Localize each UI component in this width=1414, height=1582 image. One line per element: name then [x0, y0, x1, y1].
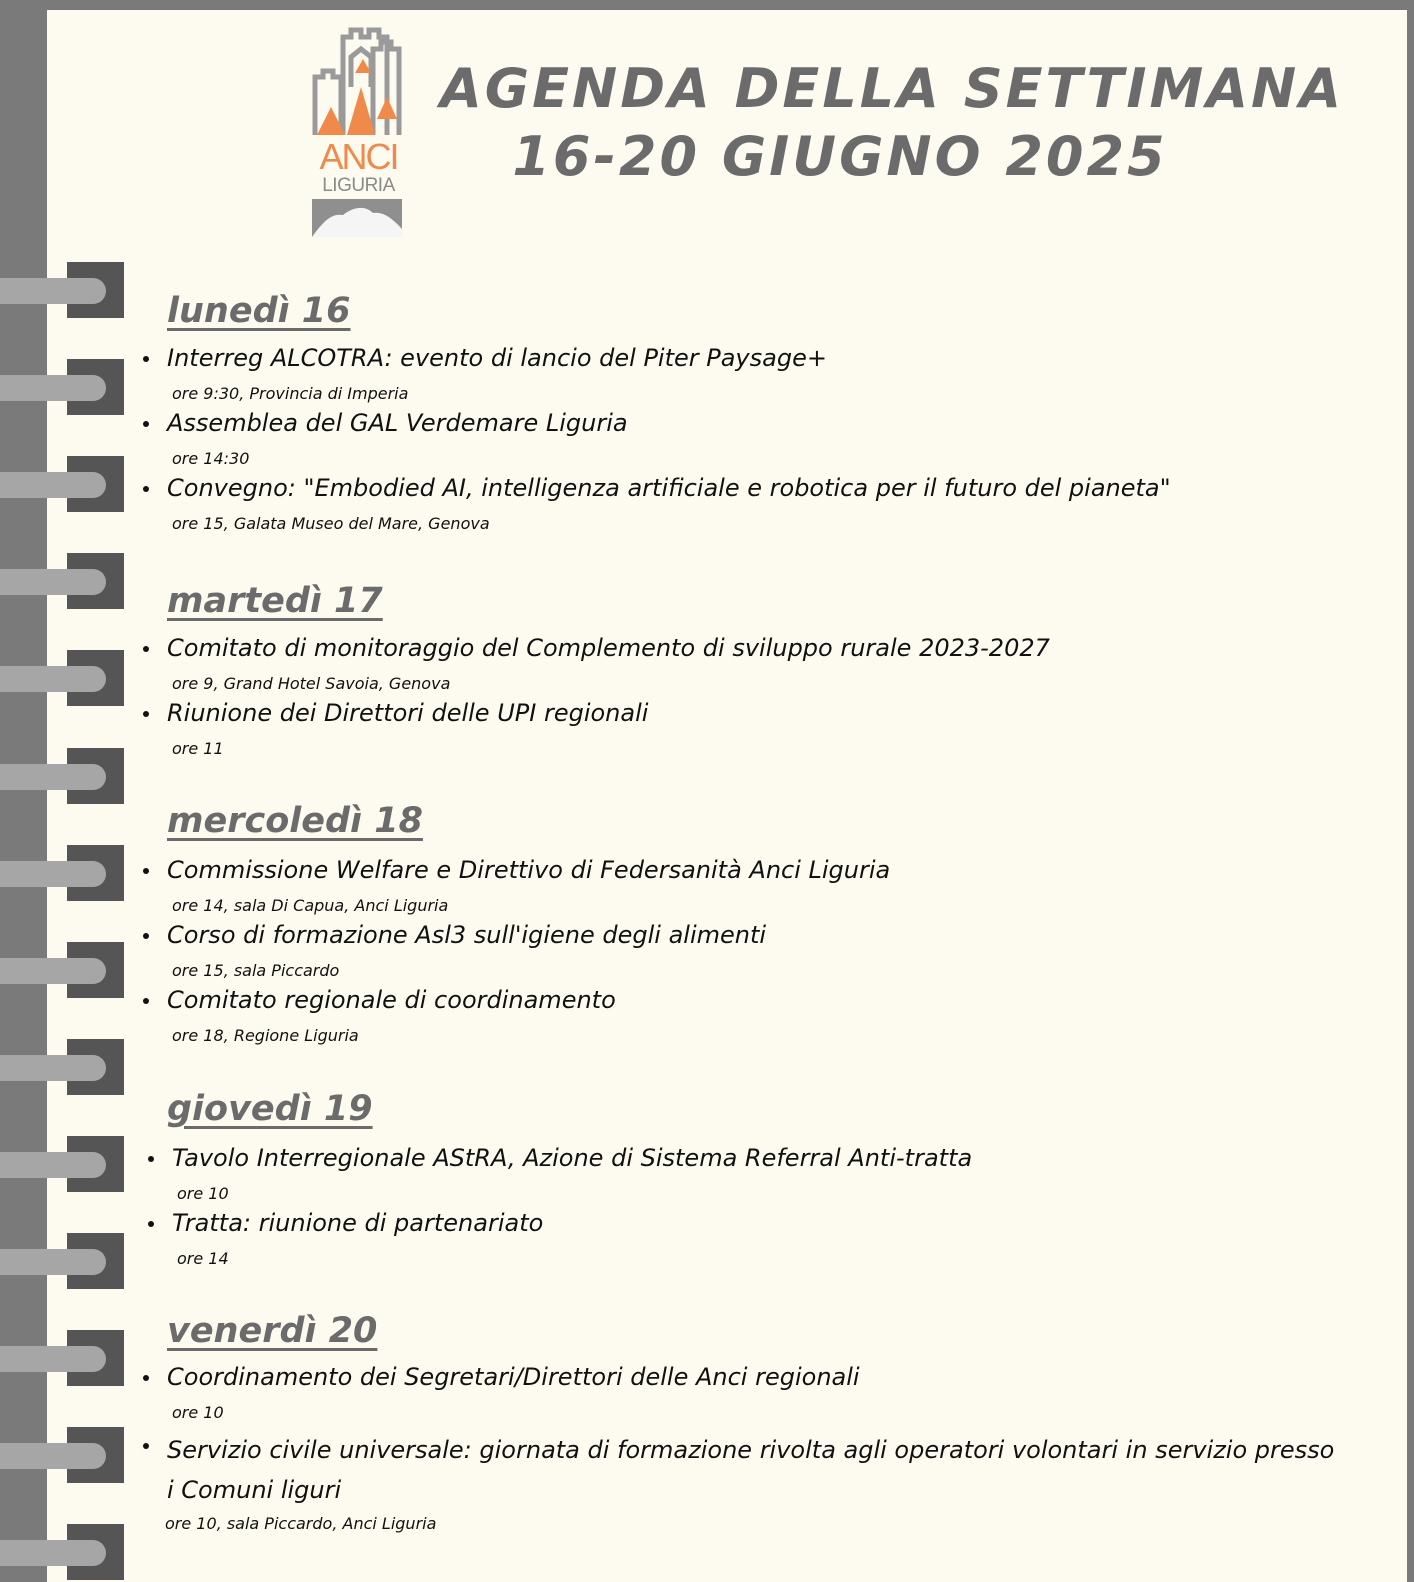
binding-ring [0, 1136, 124, 1194]
event-details: ore 10, sala Piccardo, Anci Liguria [165, 1514, 437, 1533]
day-heading-wednesday: mercoledì 18 [167, 801, 423, 841]
binding-ring [0, 1330, 124, 1388]
day-heading-monday: lunedì 16 [167, 291, 351, 331]
binding-ring [0, 262, 124, 320]
binding-ring [0, 845, 124, 903]
castle-towers-icon [311, 27, 406, 239]
title-date-range: 16-20 GIUGNO 2025 [512, 125, 1168, 188]
event-title: Corso di formazione Asl3 sull'igiene degli alimenti [167, 921, 767, 949]
binding-ring [0, 1039, 124, 1097]
day-heading-thursday: giovedì 19 [167, 1089, 373, 1129]
event-details: ore 18, Regione Liguria [172, 1026, 359, 1045]
event-title: Interreg ALCOTRA: evento di lancio del Piter Paysage+ [167, 344, 827, 372]
event-title: Comitato regionale di coordinamento [167, 986, 616, 1014]
event-details: ore 10 [172, 1403, 224, 1422]
event-details: ore 11 [172, 739, 224, 758]
binding-ring [0, 1524, 124, 1582]
event-title: Commissione Welfare e Direttivo di Federsanità Anci Liguria [167, 856, 891, 884]
event-details: ore 15, Galata Museo del Mare, Genova [172, 514, 490, 533]
binding-ring [0, 650, 124, 708]
binding-ring [0, 1233, 124, 1291]
day-heading-tuesday: martedì 17 [167, 581, 383, 621]
event-title: Riunione dei Direttori delle UPI regionali [167, 699, 649, 727]
event-title: Assemblea del GAL Verdemare Liguria [167, 409, 628, 437]
event-details: ore 10 [177, 1184, 229, 1203]
title-line-1: AGENDA DELLA SETTIMANA [440, 57, 1345, 120]
anci-liguria-logo [311, 27, 406, 239]
event-title: Convegno: "Embodied AI, intelligenza artificiale e robotica per il futuro del pianeta" [167, 474, 1171, 502]
binding-ring [0, 1427, 124, 1485]
event-details: ore 14:30 [172, 449, 250, 468]
event-details: ore 9, Grand Hotel Savoia, Genova [172, 674, 451, 693]
page-title [440, 55, 1345, 191]
binding-ring [0, 553, 124, 611]
logo-region-text: LIGURIA [322, 175, 395, 196]
binding-ring [0, 456, 124, 514]
event-title: Servizio civile universale: giornata di formazione rivolta agli operatori volontari in servizio presso i Comuni liguri [167, 1430, 1337, 1510]
logo-brand-text: ANCI [319, 136, 398, 177]
event-title: Tavolo Interregionale AStRA, Azione di Sistema Referral Anti-tratta [172, 1144, 973, 1172]
day-heading-friday: venerdì 20 [167, 1311, 378, 1351]
binding-ring [0, 748, 124, 806]
event-title: Tratta: riunione di partenariato [172, 1209, 544, 1237]
event-title: Comitato di monitoraggio del Complemento di sviluppo rurale 2023-2027 [167, 634, 1050, 662]
event-details: ore 9:30, Provincia di Imperia [172, 384, 409, 403]
event-title: Coordinamento dei Segretari/Direttori delle Anci regionali [167, 1363, 860, 1391]
event-details: ore 14, sala Di Capua, Anci Liguria [172, 896, 449, 915]
binding-ring [0, 359, 124, 417]
event-details: ore 14 [177, 1249, 229, 1268]
binding-ring [0, 942, 124, 1000]
event-details: ore 15, sala Piccardo [172, 961, 340, 980]
